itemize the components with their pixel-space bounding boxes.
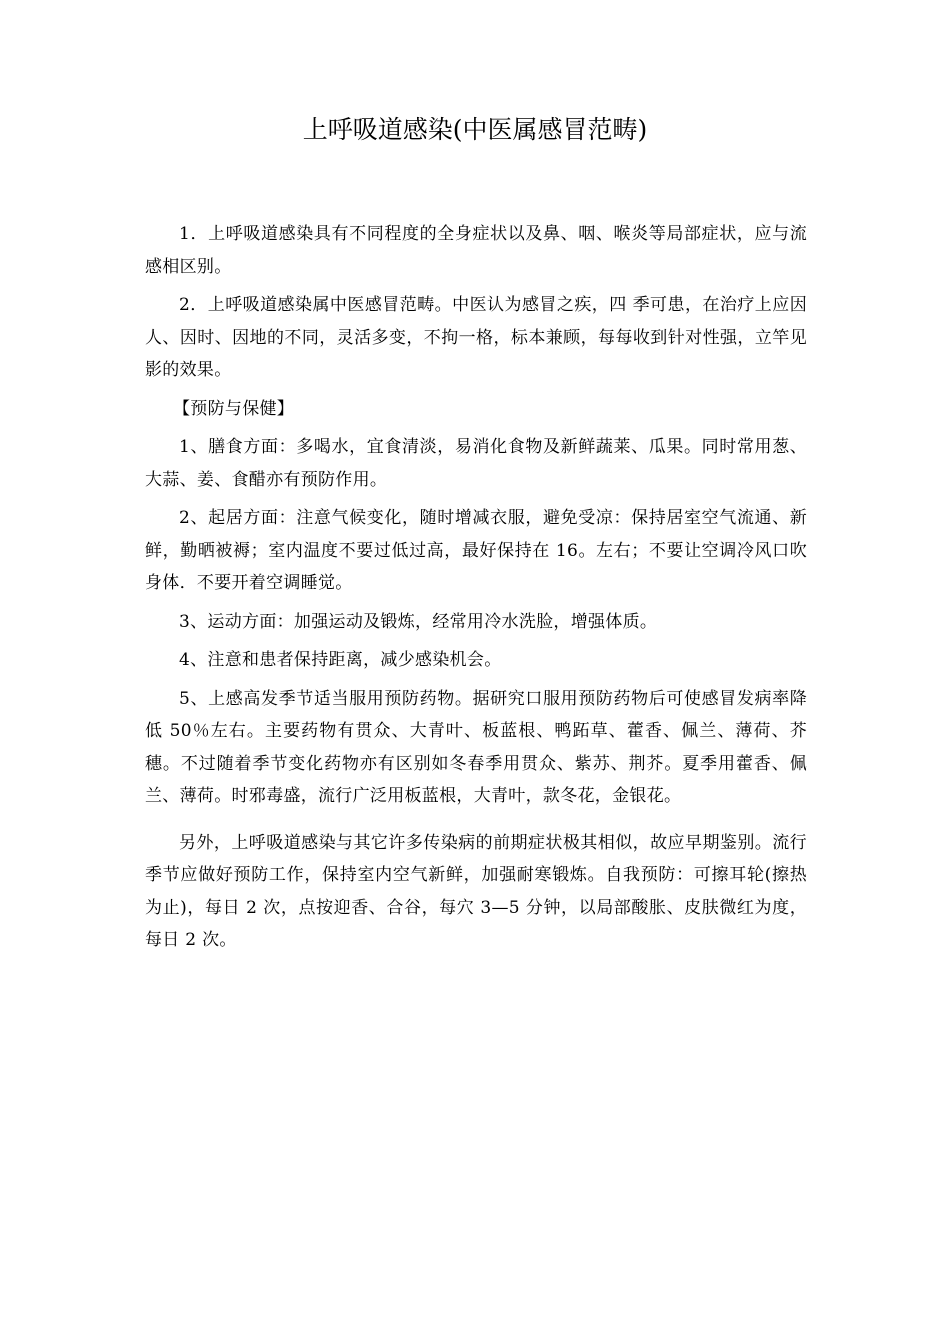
paragraph-daily-living: 2、起居方面：注意气候变化，随时增减衣服，避免受凉：保持居室空气流通、新鲜，勤晒被褥；室内温度不要过低过高，最好保持在 16。左右；不要让空调冷风口吹身体．不要开着空调睡觉。	[145, 508, 807, 593]
document-title: 上呼吸道感染(中医属感冒范畴)	[302, 115, 648, 144]
paragraph-distance: 4、注意和患者保持距离，减少感染机会。	[179, 650, 502, 670]
paragraph-distinguish-flu: 1．上呼吸道感染具有不同程度的全身症状以及鼻、咽、喉炎等局部症状，应与流感相区别。	[145, 224, 807, 277]
section-heading-prevention: 【预防与保健】	[173, 398, 295, 419]
paragraph-additional-notes: 另外，上呼吸道感染与其它许多传染病的前期症状极其相似，故应早期鉴别。流行季节应做好预防工作，保持室内空气新鲜，加强耐寒锻炼。自我预防：可擦耳轮(擦热为止)，每日 2 次，点按迎香、合谷，每穴 3—5 分钟，以局部酸胀、皮肤微红为度，每日 2 次。	[145, 832, 807, 950]
paragraph-diet: 1、膳食方面：多喝水，宜食清淡，易消化食物及新鲜蔬莱、瓜果。同时常用葱、大蒜、姜、食醋亦有预防作用。	[145, 437, 807, 490]
paragraph-exercise: 3、运动方面：加强运动及锻炼，经常用冷水洗脸，增强体质。	[179, 611, 658, 632]
paragraph-medication: 5、上感高发季节适当服用预防药物。据研究口服用预防药物后可使感冒发病率降低 50％左右。主要药物有贯众、大青叶、板蓝根、鸭跖草、藿香、佩兰、薄荷、芥穗。不过随着季节变化药物亦有区别如冬春季用贯众、紫苏、荆芥。夏季用藿香、佩兰、薄荷。时邪毒盛，流行广泛用板蓝根，大青叶，款冬花，金银花。	[145, 688, 807, 806]
paragraph-tcm-category: 2．上呼吸道感染属中医感冒范畴。中医认为感冒之疾，四 季可患，在治疗上应因人、因时、因地的不同，灵活多变，不拘一格，标本兼顾，每每收到针对性强，立竿见影的效果。	[145, 295, 807, 380]
document-body	[145, 218, 807, 963]
